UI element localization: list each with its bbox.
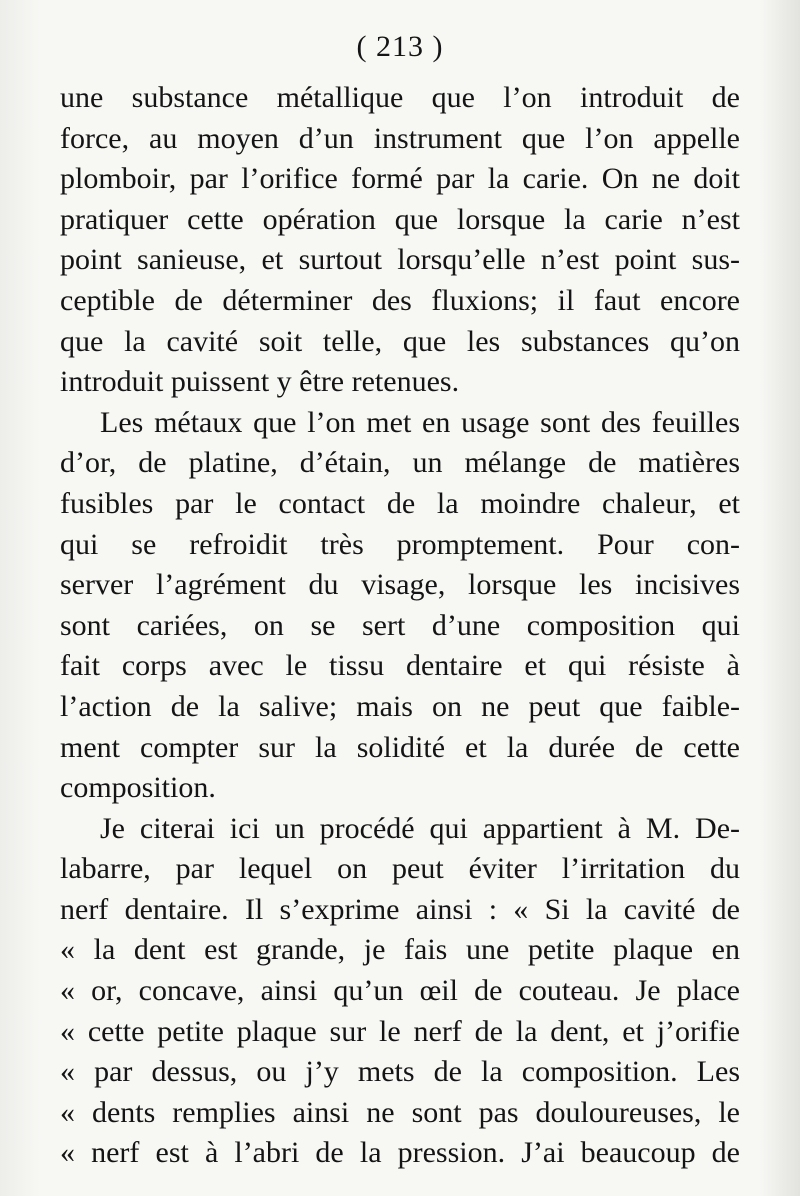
text-line: composition.: [60, 771, 216, 805]
text-line: « par dessus, ou j’y mets de la composition. Les: [60, 1055, 740, 1089]
text-line: d’or, de platine, d’étain, un mélange de matières: [60, 446, 740, 480]
text-line: force, au moyen d’un instrument que l’on appelle: [60, 121, 740, 155]
text-line: une substance métallique que l’on introduit de: [60, 81, 740, 114]
text-line: « dents remplies ainsi ne sont pas douloureuses, le: [60, 1095, 740, 1129]
text-line: Je citerai ici un procédé qui appartient à M. De-: [100, 811, 740, 845]
text-line: ment compter sur la solidité et la durée de cette: [60, 730, 740, 764]
page-number: ( 213 ): [356, 30, 444, 63]
text-line: qui se refroidit très promptement. Pour con-: [60, 527, 740, 561]
body-text: [60, 78, 740, 1174]
text-line: fusibles par le contact de la moindre chaleur, et: [60, 486, 740, 520]
text-line: point sanieuse, et surtout lorsqu’elle n’est point sus-: [60, 243, 740, 277]
text-line: Les métaux que l’on met en usage sont des feuilles: [100, 405, 740, 439]
text-line: « or, concave, ainsi qu’un œil de couteau. Je place: [60, 974, 740, 1008]
text-line: plomboir, par l’orifice formé par la carie. On ne doit: [60, 162, 740, 196]
text-line: introduit puissent y être retenues.: [60, 365, 460, 399]
text-line: fait corps avec le tissu dentaire et qui résiste à: [60, 649, 740, 683]
text-line: server l’agrément du visage, lorsque les incisives: [60, 568, 740, 602]
text-line: nerf dentaire. Il s’exprime ainsi : « Si la cavité de: [60, 892, 740, 926]
text-line: labarre, par lequel on peut éviter l’irritation du: [60, 852, 740, 886]
text-line: ceptible de déterminer des fluxions; il faut encore: [60, 283, 740, 317]
text-line: « cette petite plaque sur le nerf de la dent, et j’orifie: [60, 1014, 740, 1048]
text-line: sont cariées, on se sert d’une composition qui: [60, 608, 740, 642]
text-line: pratiquer cette opération que lorsque la carie n’est: [60, 202, 740, 236]
text-line: « la dent est grande, je fais une petite plaque en: [60, 933, 740, 967]
text-line: « nerf est à l’abri de la pression. J’ai beaucoup de: [60, 1136, 740, 1170]
text-line: l’action de la salive; mais on ne peut que faible-: [60, 689, 740, 723]
text-line: que la cavité soit telle, que les substances qu’on: [60, 324, 740, 358]
